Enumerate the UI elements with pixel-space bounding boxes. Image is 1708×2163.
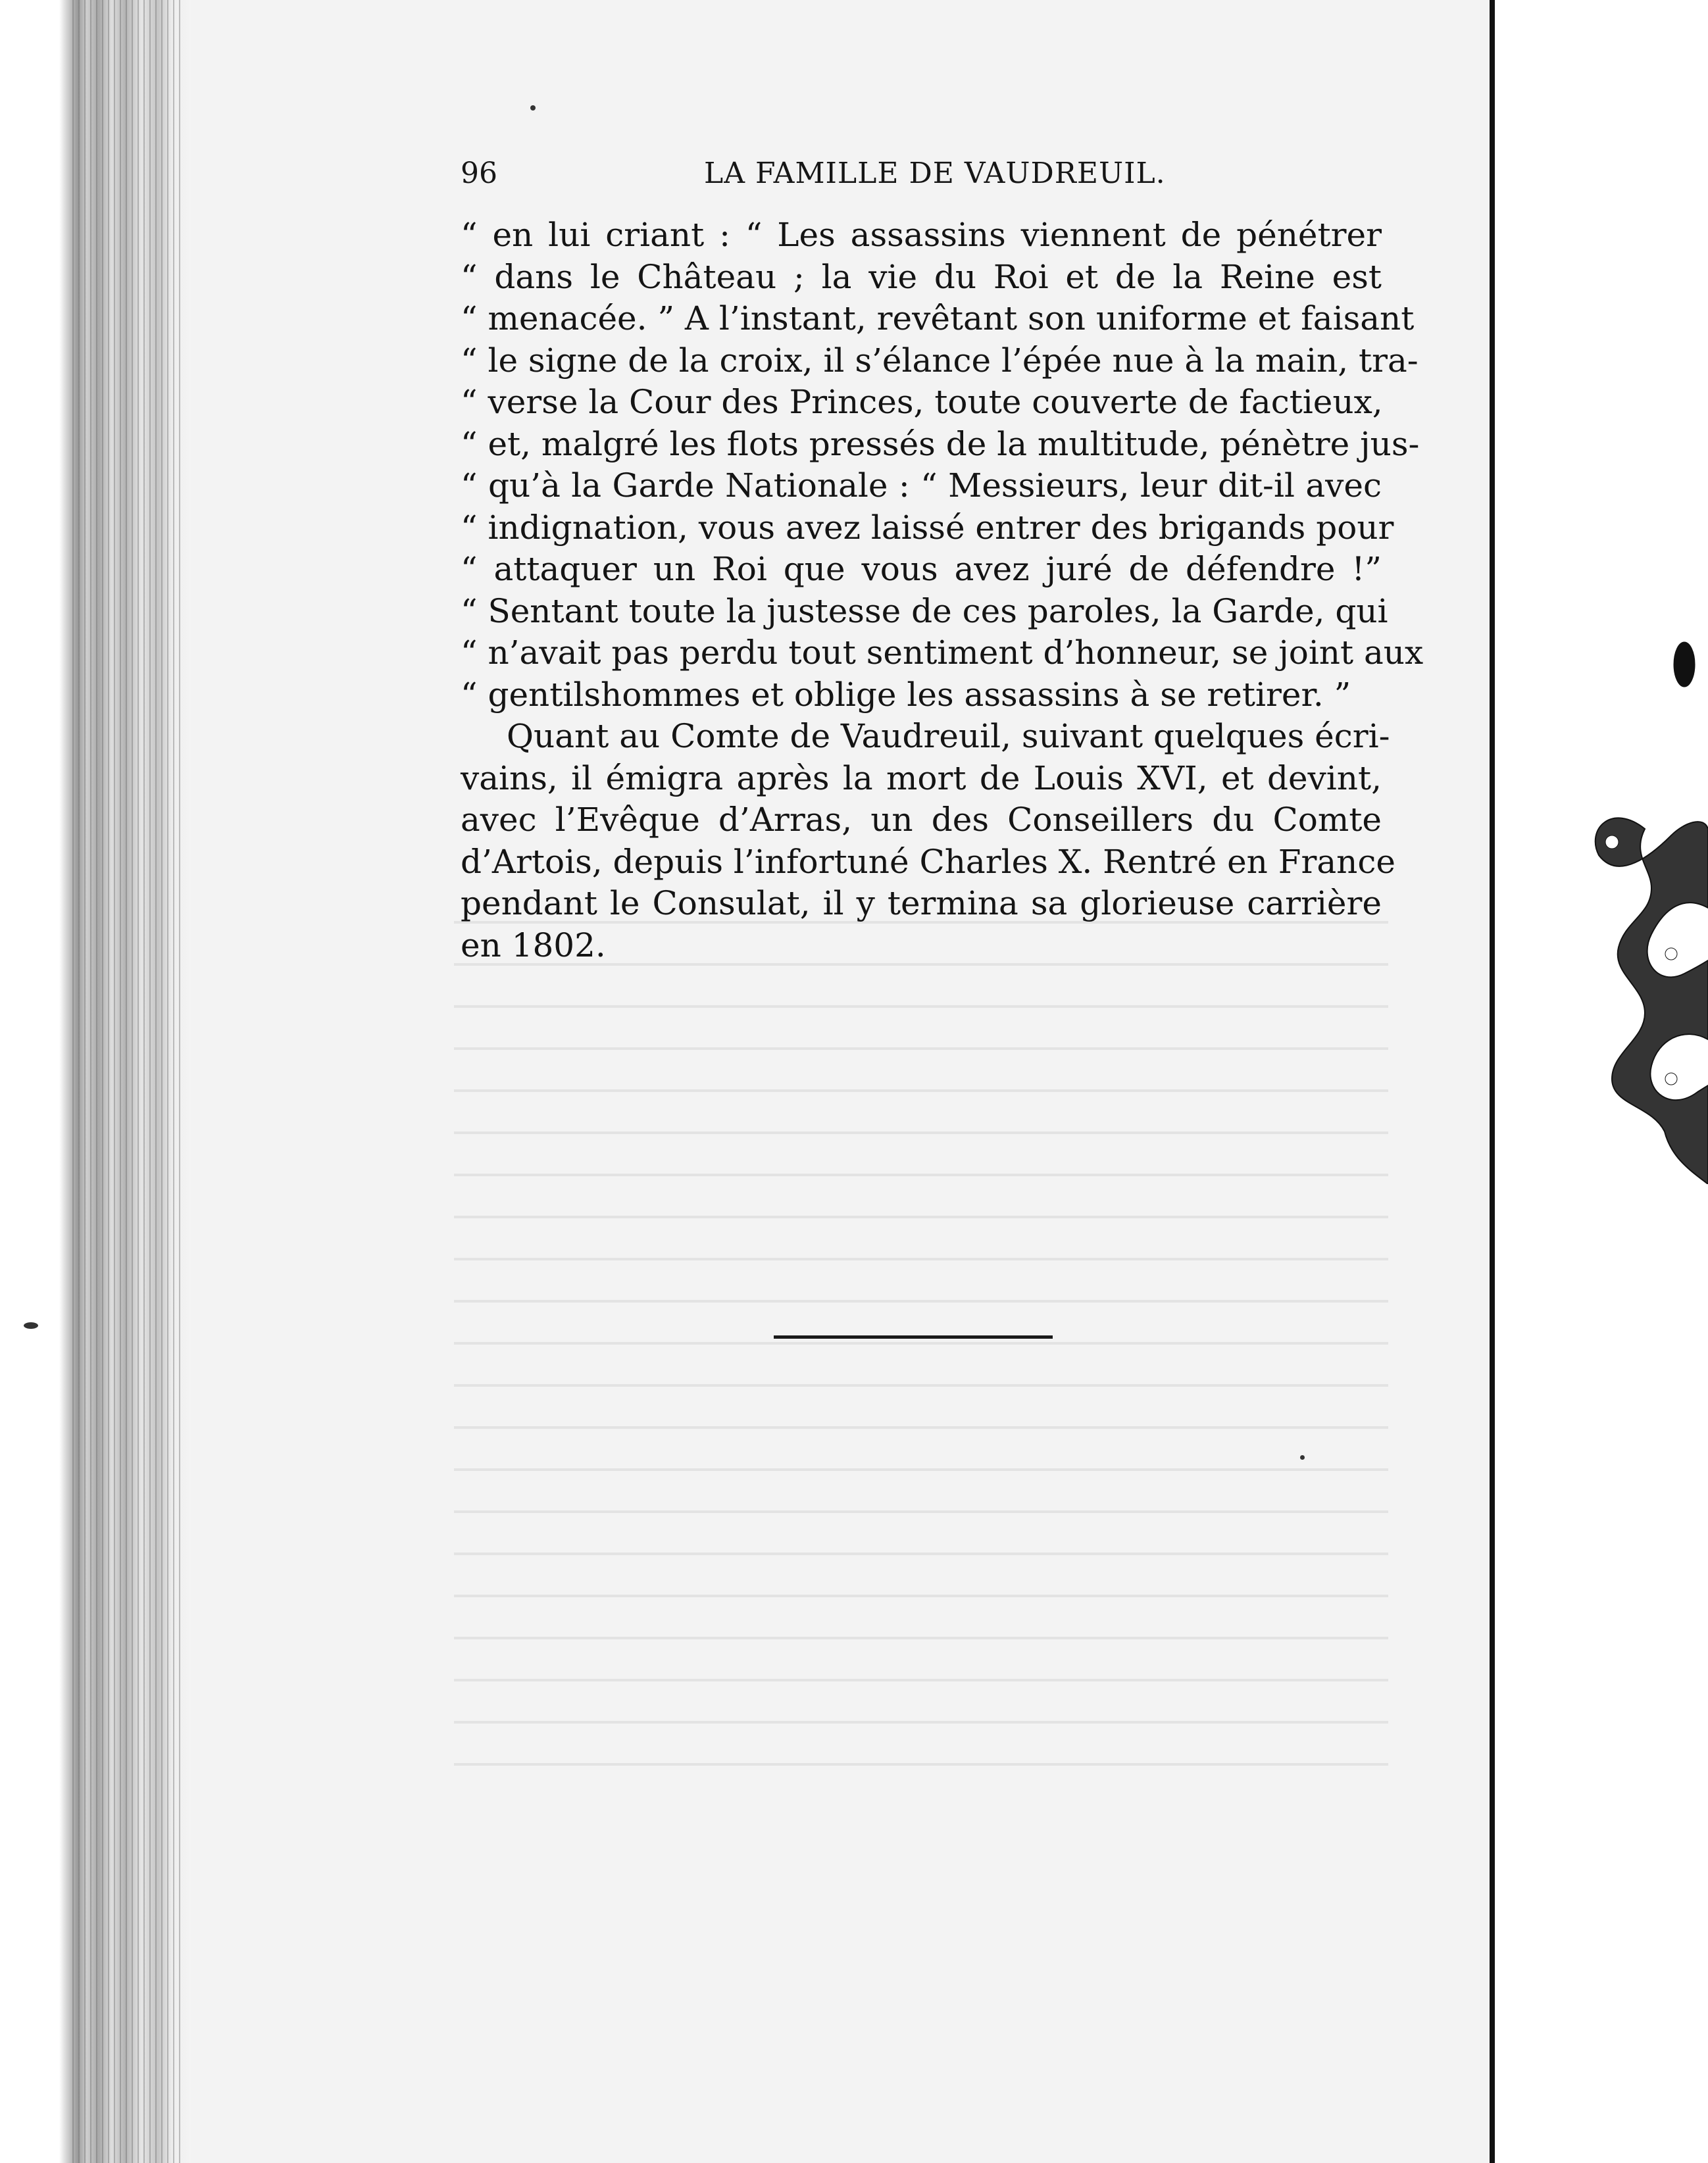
page-number: 96	[461, 157, 497, 190]
running-title: LA FAMILLE DE VAUDREUIL.	[704, 157, 1166, 190]
text-line: en 1802.	[461, 926, 606, 964]
ink-speck	[530, 105, 536, 111]
text-line: vains, il émigra après la mort de Louis XVI, et devint,	[461, 758, 1382, 797]
text-line: “ gentilshommes et oblige les assassins à se retirer. ”	[461, 675, 1351, 714]
running-header	[461, 157, 1382, 196]
text-line: “ dans le Château ; la vie du Roi et de la Reine est	[461, 257, 1382, 296]
text-line: “ verse la Cour des Princes, toute couverte de factieux,	[461, 383, 1383, 421]
book-spine	[1490, 0, 1495, 2163]
text-line: “ n’avait pas perdu tout sentiment d’honneur, se joint aux	[461, 634, 1424, 672]
text-line: “ indignation, vous avez laissé entrer des brigands pour	[461, 508, 1394, 547]
text-line: avec l’Evêque d’Arras, un des Conseillers du Comte	[461, 801, 1382, 839]
text-line: “ le signe de la croix, il s’élance l’épée nue à la main, tra-	[461, 341, 1419, 380]
text-line: pendant le Consulat, il y termina sa glorieuse carrière	[461, 884, 1382, 922]
text-line: “ en lui criant : “ Les assassins viennent de pénétrer	[461, 216, 1382, 254]
show-through-bleed	[454, 921, 1388, 1789]
text-line: “ qu’à la Garde Nationale : “ Messieurs, leur dit-il avec	[461, 466, 1382, 505]
paragraph-start-line: Quant au Comte de Vaudreuil, suivant quelques écri-	[507, 717, 1390, 755]
text-line: “ attaquer un Roi que vous avez juré de défendre !”	[461, 550, 1382, 588]
decorative-ornament-icon	[1572, 632, 1708, 1184]
ink-speck	[24, 1322, 38, 1329]
ink-speck	[1300, 1455, 1305, 1460]
section-end-rule	[774, 1335, 1053, 1339]
text-line: “ menacée. ” A l’instant, revêtant son uniforme et faisant	[461, 299, 1415, 337]
text-line: “ Sentant toute la justesse de ces paroles, la Garde, qui	[461, 591, 1388, 630]
page-edge-lines	[72, 0, 184, 2163]
body-text	[461, 214, 1424, 966]
text-line: d’Artois, depuis l’infortuné Charles X. Rentré en France	[461, 842, 1395, 881]
text-line: “ et, malgré les flots pressés de la multitude, pénètre jus-	[461, 424, 1420, 463]
